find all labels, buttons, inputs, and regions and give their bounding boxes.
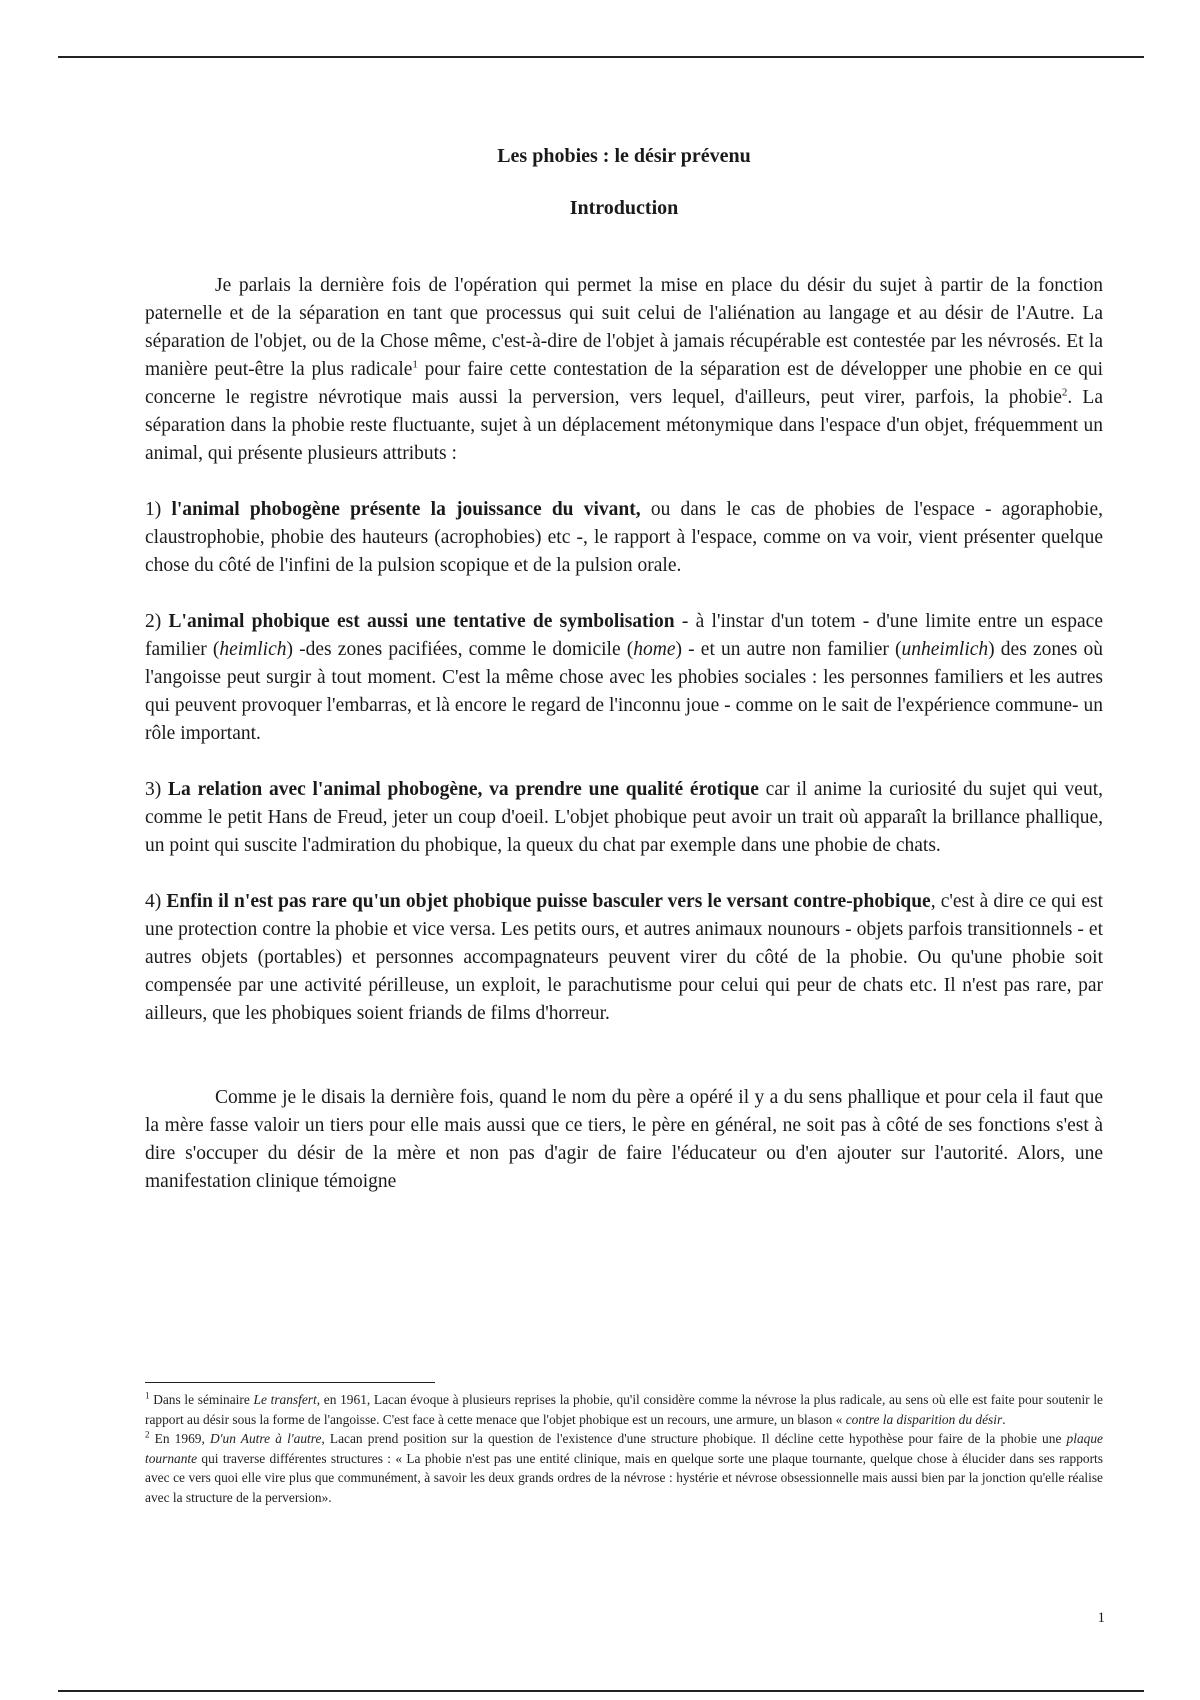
point-2-text-c: ) - et un autre non familier ( [675, 639, 902, 660]
point-1-number: 1) [145, 499, 172, 520]
footnote-2-text-c: qui traverse différentes structures : « La phobie n'est pas une entité clinique, mais en quelque sorte une plaque tournante, quelque chose à élucider dans ses rapports avec ce vers quoi elle vire plus que communément, à savoir les deux grands ordres de la névrose : hystérie et névrose obsessionnelle mais aussi bien par la jonction qu'elle réalise avec la structure de la perversion». [145, 1450, 1103, 1505]
footnote-separator [145, 1382, 435, 1383]
point-2-text-d: ) des zones où l'angoisse peut surgir à tout moment. C'est la même chose avec les phobies sociales : les personnes familiers et les autres qui peuvent provoquer l'embarras, et là encore le regard de l'inconnu joue - comme on le sait de l'expérience commune- un rôle important. [145, 639, 1103, 744]
footnote-1 [145, 1390, 1103, 1429]
point-2-number: 2) [145, 611, 169, 632]
paragraph-point-1 [145, 496, 1103, 580]
paragraph-point-2 [145, 608, 1103, 748]
section-heading: Introduction [569, 197, 679, 219]
paragraph-point-3 [145, 776, 1103, 860]
paragraph-intro [145, 272, 1103, 468]
point-2-text-b: ) -des zones pacifiées, comme le domicile ( [286, 639, 634, 660]
footnote-2-text-a: En 1969, [149, 1431, 210, 1446]
point-2-bold: L'animal phobique est aussi une tentative de symbolisation [168, 611, 675, 632]
point-3-text: car il anime la curiosité du sujet qui veut, comme le petit Hans de Freud, jeter un coup d'oeil. L'objet phobique peut avoir un trait où apparaît la brillance phallique, un point qui suscite l'admiration du phobique, la queux du chat par exemple dans une phobie de chats. [145, 779, 1103, 856]
paragraph-point-4 [145, 888, 1103, 1028]
page-body [145, 142, 1103, 1196]
point-4-text: , c'est à dire ce qui est une protection contre la phobie et vice versa. Les petits ours, et autres animaux nounours - objets parfois transitionnels - et autres objets (portables) et personnes accompagnateurs peuvent virer du côté de la phobie. Ou qu'une phobie soit compensée par une activité périlleuse, un exploit, le parachutisme pour celui qui peur de chats etc. Il n'est pas rare, par ailleurs, que les phobiques soient friands de films d'horreur. [145, 891, 1103, 1024]
footnote-2-text-b: , Lacan prend position sur la question de l'existence d'une structure phobique. Il décline cette hypothèse pour faire de la phobie une [321, 1431, 1067, 1446]
point-4-bold: Enfin il n'est pas rare qu'un objet phobique puisse basculer vers le versant contre-phobique [166, 891, 931, 912]
point-1-bold: l'animal phobogène présente la jouissance du vivant, [171, 499, 641, 520]
footnote-2-number: 2 [145, 1429, 150, 1440]
term-heimlich: heimlich [219, 639, 287, 660]
footnote-1-number: 1 [145, 1390, 150, 1401]
point-1-text: ou dans le cas de phobies de l'espace - agoraphobie, claustrophobie, phobie des hauteurs (acrophobies) etc -, le rapport à l'espace, comme on va voir, vient présenter quelque chose du côté de l'infini de la pulsion scopique et de la pulsion orale. [145, 499, 1103, 576]
footnote-1-text-c: . [1002, 1411, 1006, 1427]
point-3-bold: La relation avec l'animal phobogène, va prendre une qualité érotique [168, 779, 759, 800]
footnote-2-term: plaque tournante [145, 1431, 1103, 1466]
footnote-2 [145, 1429, 1103, 1507]
top-rule [58, 56, 1144, 58]
paragraph-intro-text-b: pour faire cette contestation de la séparation est de développer une phobie en ce qui concerne le registre névrotique mais aussi la perversion, vers lequel, d'ailleurs, peut virer, parfois, la phobie [145, 359, 1103, 408]
point-4-number: 4) [145, 891, 167, 912]
footnote-1-quote: contre la disparition du désir [845, 1411, 1003, 1427]
bottom-rule [58, 1690, 1144, 1692]
point-2-text-a: - à l'instar d'un totem - d'une limite entre un espace familier ( [145, 611, 1103, 660]
paragraph-intro-text-a: Je parlais la dernière fois de l'opération qui permet la mise en place du désir du sujet à partir de la fonction paternelle et de la séparation en tant que processus qui suit celui de l'aliénation au langage et au désir de l'Autre. La séparation de l'objet, ou de la Chose même, c'est-à-dire de l'objet à jamais récupérable est contestée par les névrosés. Et la manière peut-être la plus radicale [145, 275, 1103, 380]
footnote-ref-1[interactable]: 1 [412, 358, 418, 371]
term-unheimlich: unheimlich [901, 639, 989, 660]
footnote-1-title: Le transfert [253, 1392, 317, 1407]
paragraph-continuation: Comme je le disais la dernière fois, quand le nom du père a opéré il y a du sens phallique et pour cela il faut que la mère fasse valoir un tiers pour elle mais aussi que ce tiers, le père en général, ne soit pas à côté de ses fonctions s'est à dire s'occuper du désir de la mère et non pas d'agir de faire l'éducateur ou d'en ajouter sur l'autorité. Alors, une manifestation clinique témoigne [145, 1087, 1103, 1192]
document-title: Les phobies : le désir prévenu [497, 145, 751, 167]
footnote-1-text-a: Dans le séminaire [149, 1392, 254, 1407]
footnote-1-text-b: , en 1961, Lacan évoque à plusieurs reprises la phobie, qu'il considère comme la névrose la plus radicale, au sens où elle est faite pour soutenir le rapport au désir sous la forme de l'angoisse. C'est face à cette menace que l'objet phobique est un recours, une armure, un blason « [145, 1392, 1103, 1427]
paragraph-intro-text-c: . La séparation dans la phobie reste fluctuante, sujet à un déplacement métonymique dans l'espace d'un objet, fréquemment un animal, qui présente plusieurs attributs : [145, 387, 1103, 464]
footnote-ref-2[interactable]: 2 [1061, 386, 1068, 399]
footnote-2-title: D'un Autre à l'autre [209, 1431, 322, 1446]
term-home: home [633, 639, 676, 660]
footnotes [145, 1390, 1103, 1507]
point-3-number: 3) [145, 779, 169, 800]
page-number: 1 [1097, 1610, 1105, 1626]
